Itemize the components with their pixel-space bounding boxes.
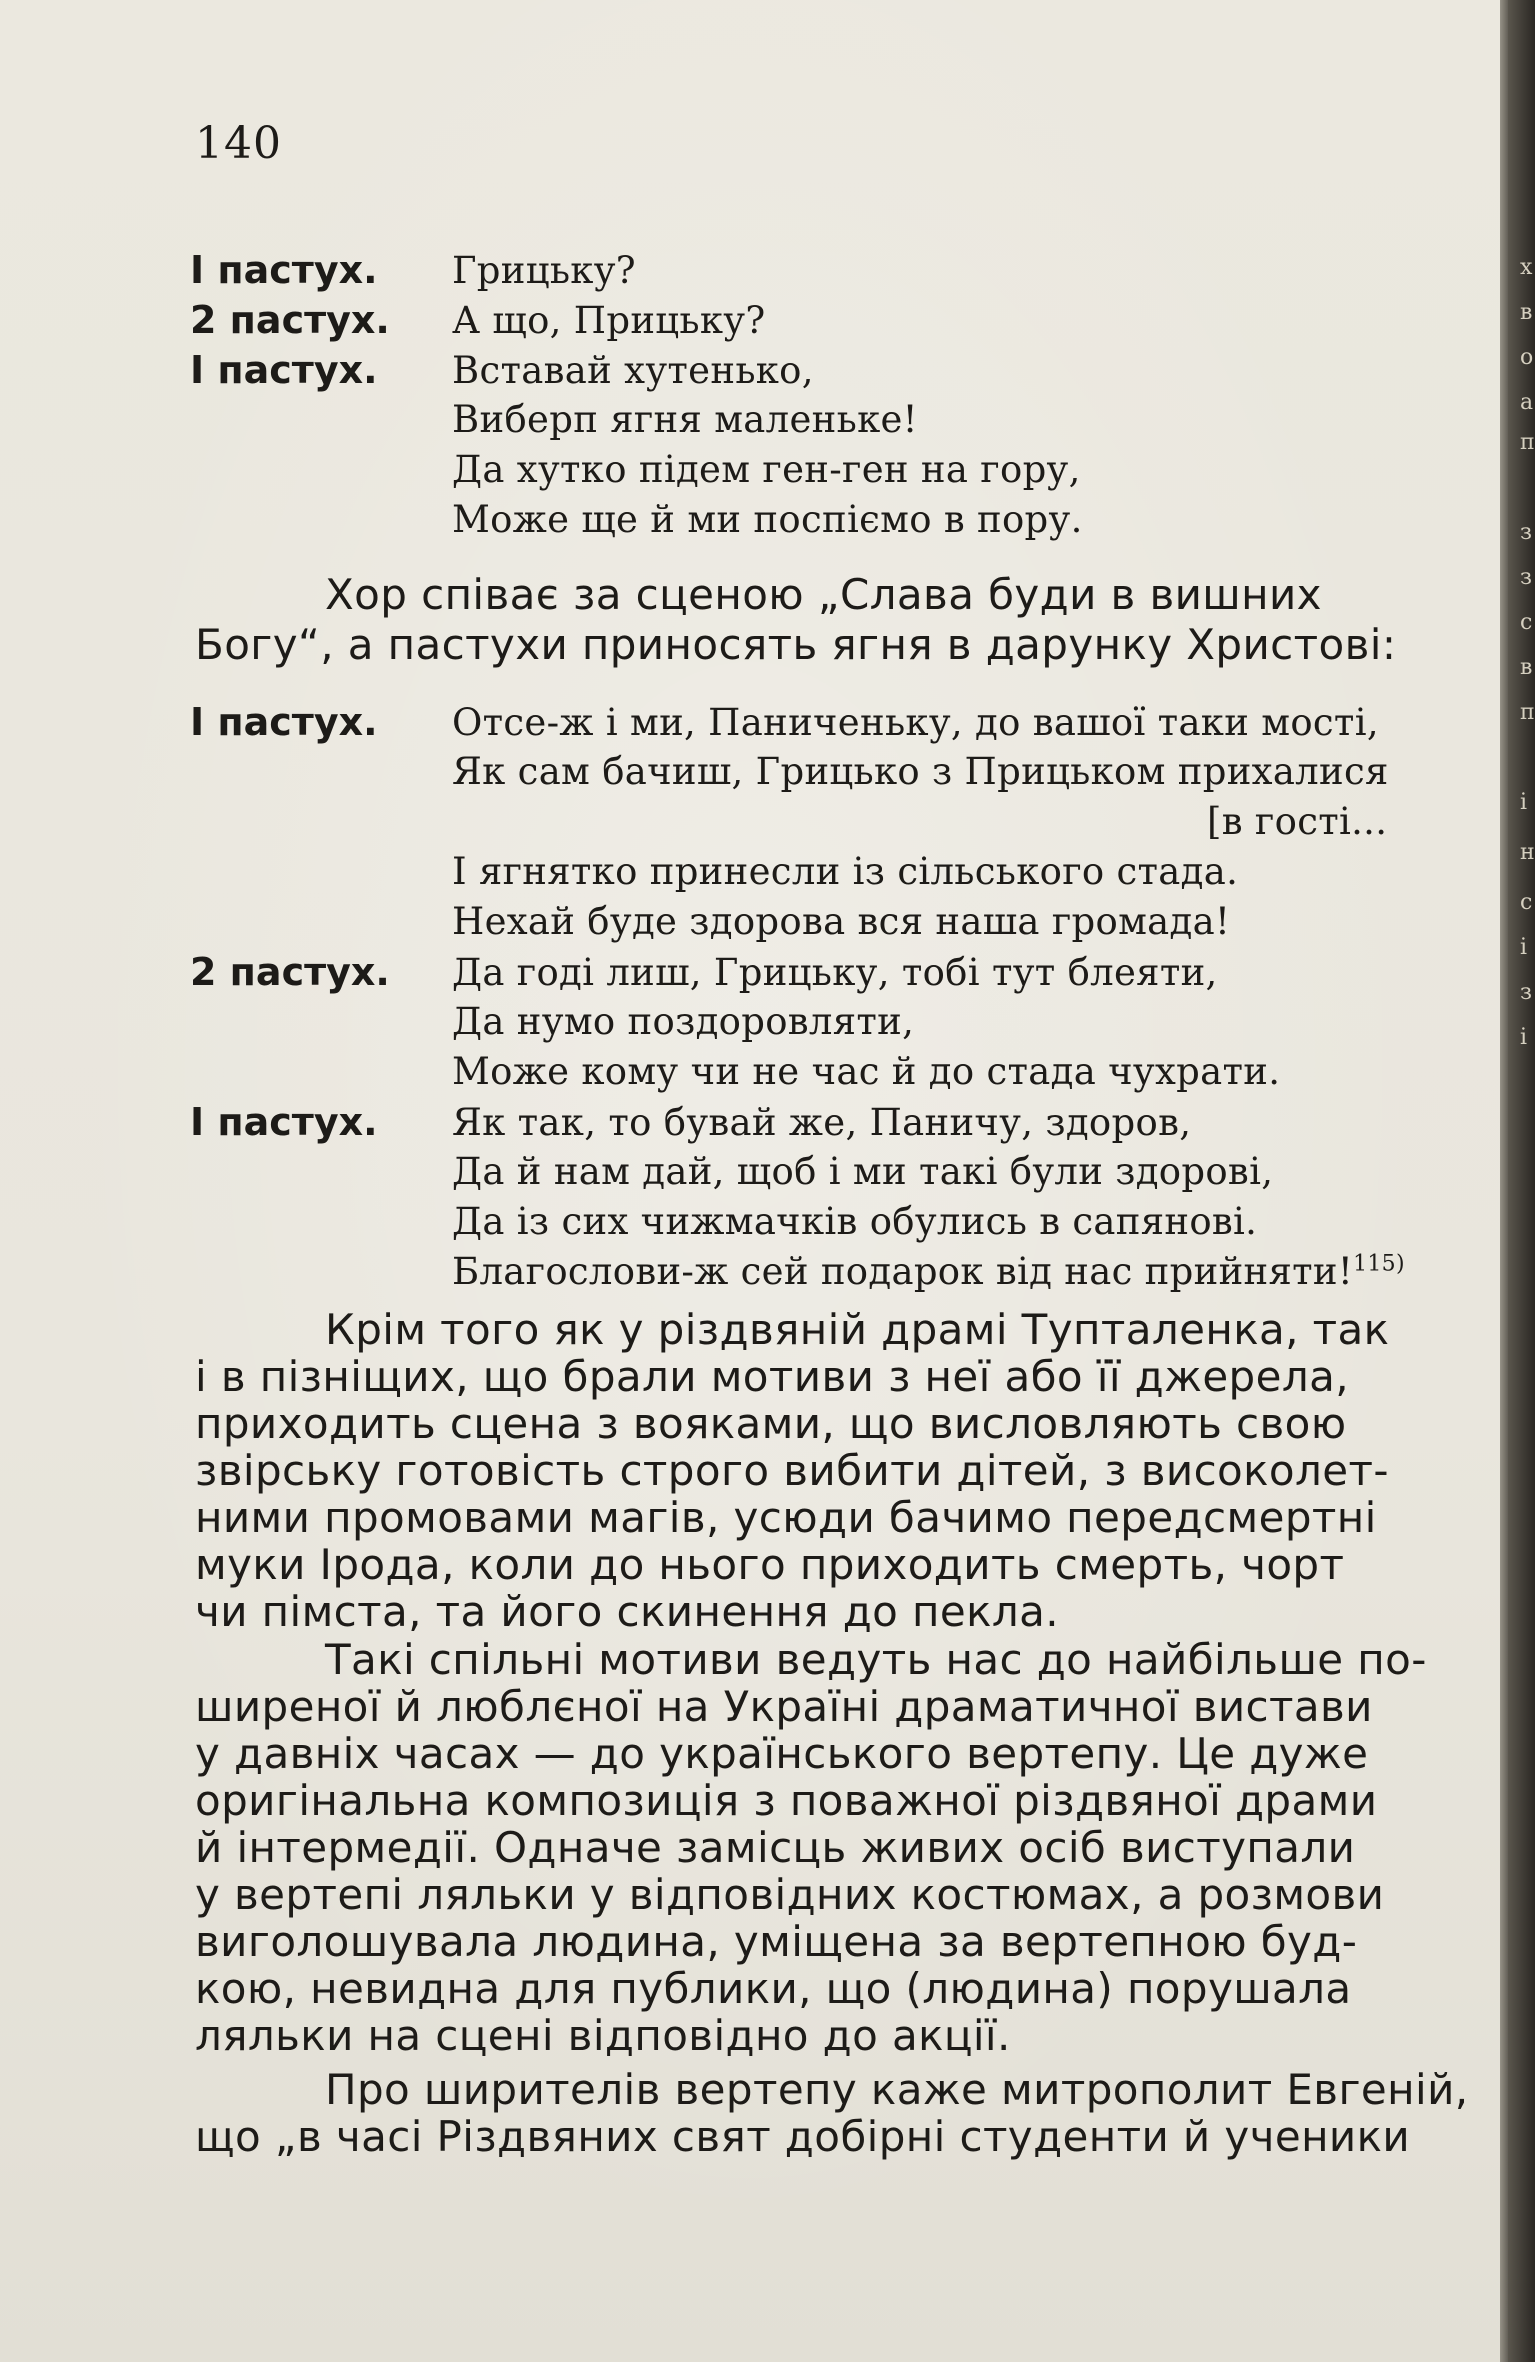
dialogue-line [190,850,1490,900]
edge-letter: з [1520,565,1532,590]
speaker-label: 2 пастух. [190,950,390,994]
edge-letter: с [1520,610,1533,635]
edge-letter: з [1520,980,1532,1005]
verse-text: Як так, то бувай же, Паничу, здоров, [452,1101,1192,1144]
paragraph-2-line: виголошувала людина, уміщена за вертепною буд- [195,1917,1358,1966]
edge-letter: з [1520,520,1532,545]
dialogue-line [190,950,1490,1000]
paragraph-3-line: що „в часі Різдвяних свят добірні студенти й ученики [195,2112,1411,2161]
paragraph-1-line: муки Ірода, коли до нього приходить смерть, чорт [195,1540,1345,1589]
dialogue-line [190,298,1490,348]
verse-text: Грицьку? [452,249,636,292]
paragraph-2-line: у вертепі ляльки у відповідних костюмах, а розмови [195,1870,1385,1919]
verse-text: І ягнятко принесли із сільського стада. [452,850,1239,893]
verse-text: Отсе-ж і ми, Паниченьку, до вашої таки мості, [452,701,1379,744]
verse-text: Може ще й ми поспіємо в пору. [452,498,1083,541]
paragraph-1-line: ними промовами магів, усюди бачимо передсмертні [195,1493,1377,1542]
dialogue-line [190,348,1490,398]
dialogue-line [190,800,1490,850]
verse-text: Як сам бачиш, Грицько з Прицьком прихалися [452,750,1389,793]
dialogue-line [190,1100,1490,1150]
paragraph-2-line: й інтермедії. Одначе замісць живих осіб виступали [195,1823,1356,1872]
edge-letter: н [1520,840,1535,865]
paragraph-1-line: звірську готовість строго вибити дітей, з високолет- [195,1446,1389,1495]
verse-text: Да й нам дай, щоб і ми такі були здорові, [452,1150,1274,1193]
paragraph-1-line: і в пізніщих, що брали мотиви з неї або її джерела, [195,1352,1349,1401]
paragraph-2-line: оригінальна композиція з поважної різдвяної драми [195,1776,1378,1825]
edge-letter: і [1520,935,1528,960]
verse-text: Да із сих чижмачків обулись в сапянові. [452,1200,1258,1243]
edge-letter: в [1520,655,1533,680]
dialogue-line [190,1150,1490,1200]
verse-text: Виберп ягня маленьке! [452,398,918,441]
edge-letter: п [1520,430,1535,455]
paragraph-1-line: Крім того як у різдвяній драмі Тупталенка, так [325,1305,1390,1354]
paragraph-2-line: у давніх часах — до українського вертепу. Це дуже [195,1729,1369,1778]
edge-letter: і [1520,790,1528,815]
speaker-label: 2 пастух. [190,298,390,342]
verse-text: Нехай буде здорова вся наша громада! [452,900,1231,943]
verse-text: [в гості... [1207,800,1388,843]
verse-text: Да нумо поздоровляти, [452,1000,915,1043]
stage-direction-line-2: Богу“, а пастухи приносять ягня в дарунку Христові: [195,620,1397,669]
paragraph-2-line: ляльки на сцені відповідно до акції. [195,2011,1011,2060]
speaker-label: I пастух. [190,348,378,392]
edge-letter: в [1520,300,1533,325]
paragraph-2-line: кою, невидна для публики, що (людина) порушала [195,1964,1352,2013]
paragraph-2-line: ширеної й люблєної на Україні драматичної вистави [195,1682,1373,1731]
edge-letter: с [1520,890,1533,915]
speaker-label: I пастух. [190,700,378,744]
edge-letter: і [1520,1025,1528,1050]
edge-letter: о [1520,345,1534,370]
dialogue-line [190,700,1490,750]
verse-text: Да годі лиш, Грицьку, тобі тут блеяти, [452,951,1218,994]
verse-text: Вставай хутенько, [452,349,814,392]
verse-text: Може кому чи не час й до стада чухрати. [452,1050,1281,1093]
verse-text: А що, Прицьку? [452,299,766,342]
stage-direction-line-1: Хор співає за сценою „Слава буди в вишних [325,570,1322,619]
verse-text-content: Благослови-ж сей подарок від нас прийняти! [452,1250,1354,1293]
dialogue-line [190,1050,1490,1100]
dialogue-line [190,1200,1490,1250]
speaker-label: I пастух. [190,248,378,292]
dialogue-block-1 [190,248,1490,548]
dialogue-line [190,900,1490,950]
page-number: 140 [195,118,282,169]
edge-letter: п [1520,700,1535,725]
verse-text [452,1250,1405,1293]
footnote-reference: 115) [1353,1251,1405,1277]
dialogue-line [190,448,1490,498]
dialogue-block-2 [190,700,1490,1300]
paragraph-2-line: Такі спільні мотиви ведуть нас до найбільше по- [325,1635,1427,1684]
edge-letter: х [1520,255,1533,280]
speaker-label: I пастух. [190,1100,378,1144]
dialogue-line [190,1250,1490,1300]
edge-letter: а [1520,390,1534,415]
dialogue-line [190,1000,1490,1050]
paragraph-1-line: чи пімста, та його скинення до пекла. [195,1587,1060,1636]
verse-text: Да хутко підем ген-ген на гору, [452,448,1081,491]
dialogue-line [190,750,1490,800]
dialogue-line [190,498,1490,548]
dialogue-line [190,398,1490,448]
paragraph-1-line: приходить сцена з вояками, що висловляють свою [195,1399,1347,1448]
dialogue-line [190,248,1490,298]
paragraph-3-line: Про ширителів вертепу каже митрополит Евгеній, [325,2065,1469,2114]
